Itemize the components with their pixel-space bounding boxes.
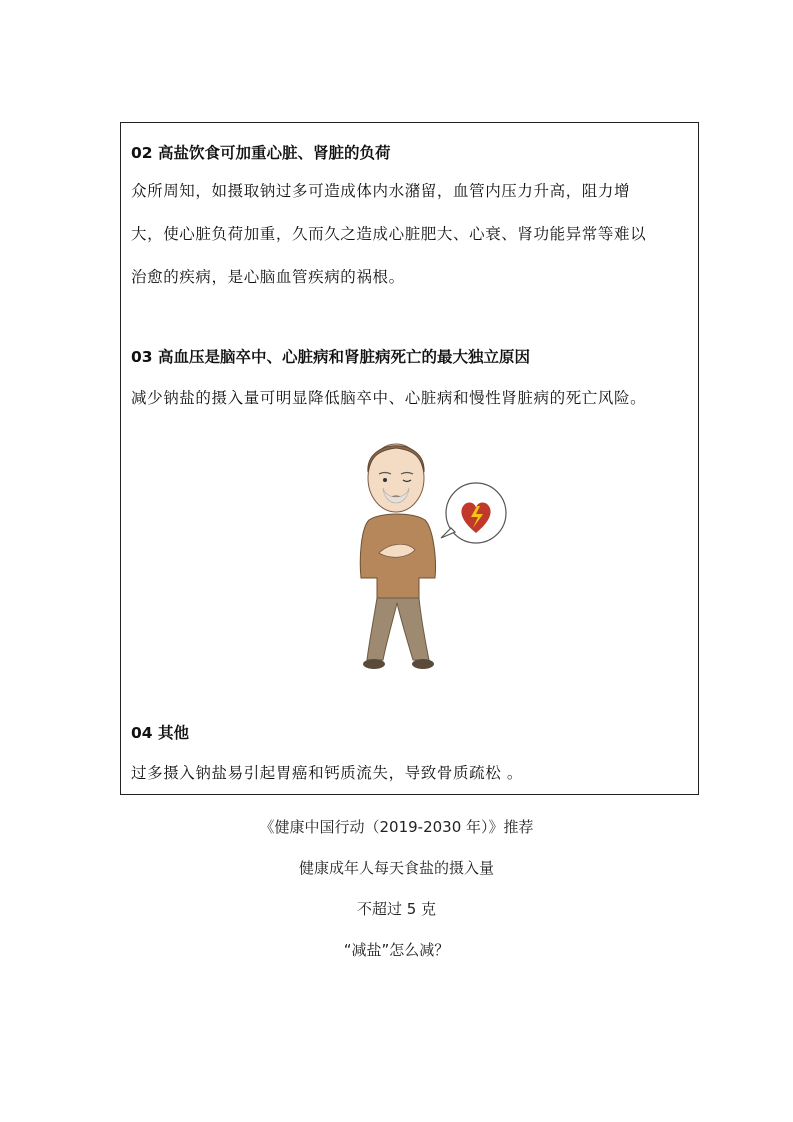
paragraph-line: 减少钠盐的摄入量可明显降低脑卒中、心脏病和慢性肾脏病的死亡风险。 bbox=[131, 389, 647, 407]
content-box bbox=[120, 122, 699, 795]
elderly-man-broken-heart-illustration bbox=[341, 428, 511, 673]
paragraph-line: 治愈的疾病，是心脑血管疾病的祸根。 bbox=[131, 268, 405, 286]
caption-recommendation: 《健康中国行动（2019-2030 年）》推荐 bbox=[259, 818, 534, 836]
heading-03: 03 高血压是脑卒中、心脏病和肾脏病死亡的最大独立原因 bbox=[131, 348, 530, 366]
paragraph-line: 众所周知，如摄取钠过多可造成体内水潴留，血管内压力升高，阻力增 bbox=[131, 182, 631, 200]
paragraph-line: 过多摄入钠盐易引起胃癌和钙质流失，导致骨质疏松 。 bbox=[131, 764, 523, 782]
caption-intake: 健康成年人每天食盐的摄入量 bbox=[298, 859, 494, 877]
heading-02: 02 高盐饮食可加重心脏、肾脏的负荷 bbox=[131, 144, 391, 162]
caption-question: “减盐”怎么减？ bbox=[343, 941, 450, 959]
caption-limit: 不超过 5 克 bbox=[356, 900, 437, 918]
paragraph-line: 大，使心脏负荷加重，久而久之造成心脏肥大、心衰、肾功能异常等难以 bbox=[131, 225, 647, 243]
heading-04: 04 其他 bbox=[131, 724, 189, 742]
